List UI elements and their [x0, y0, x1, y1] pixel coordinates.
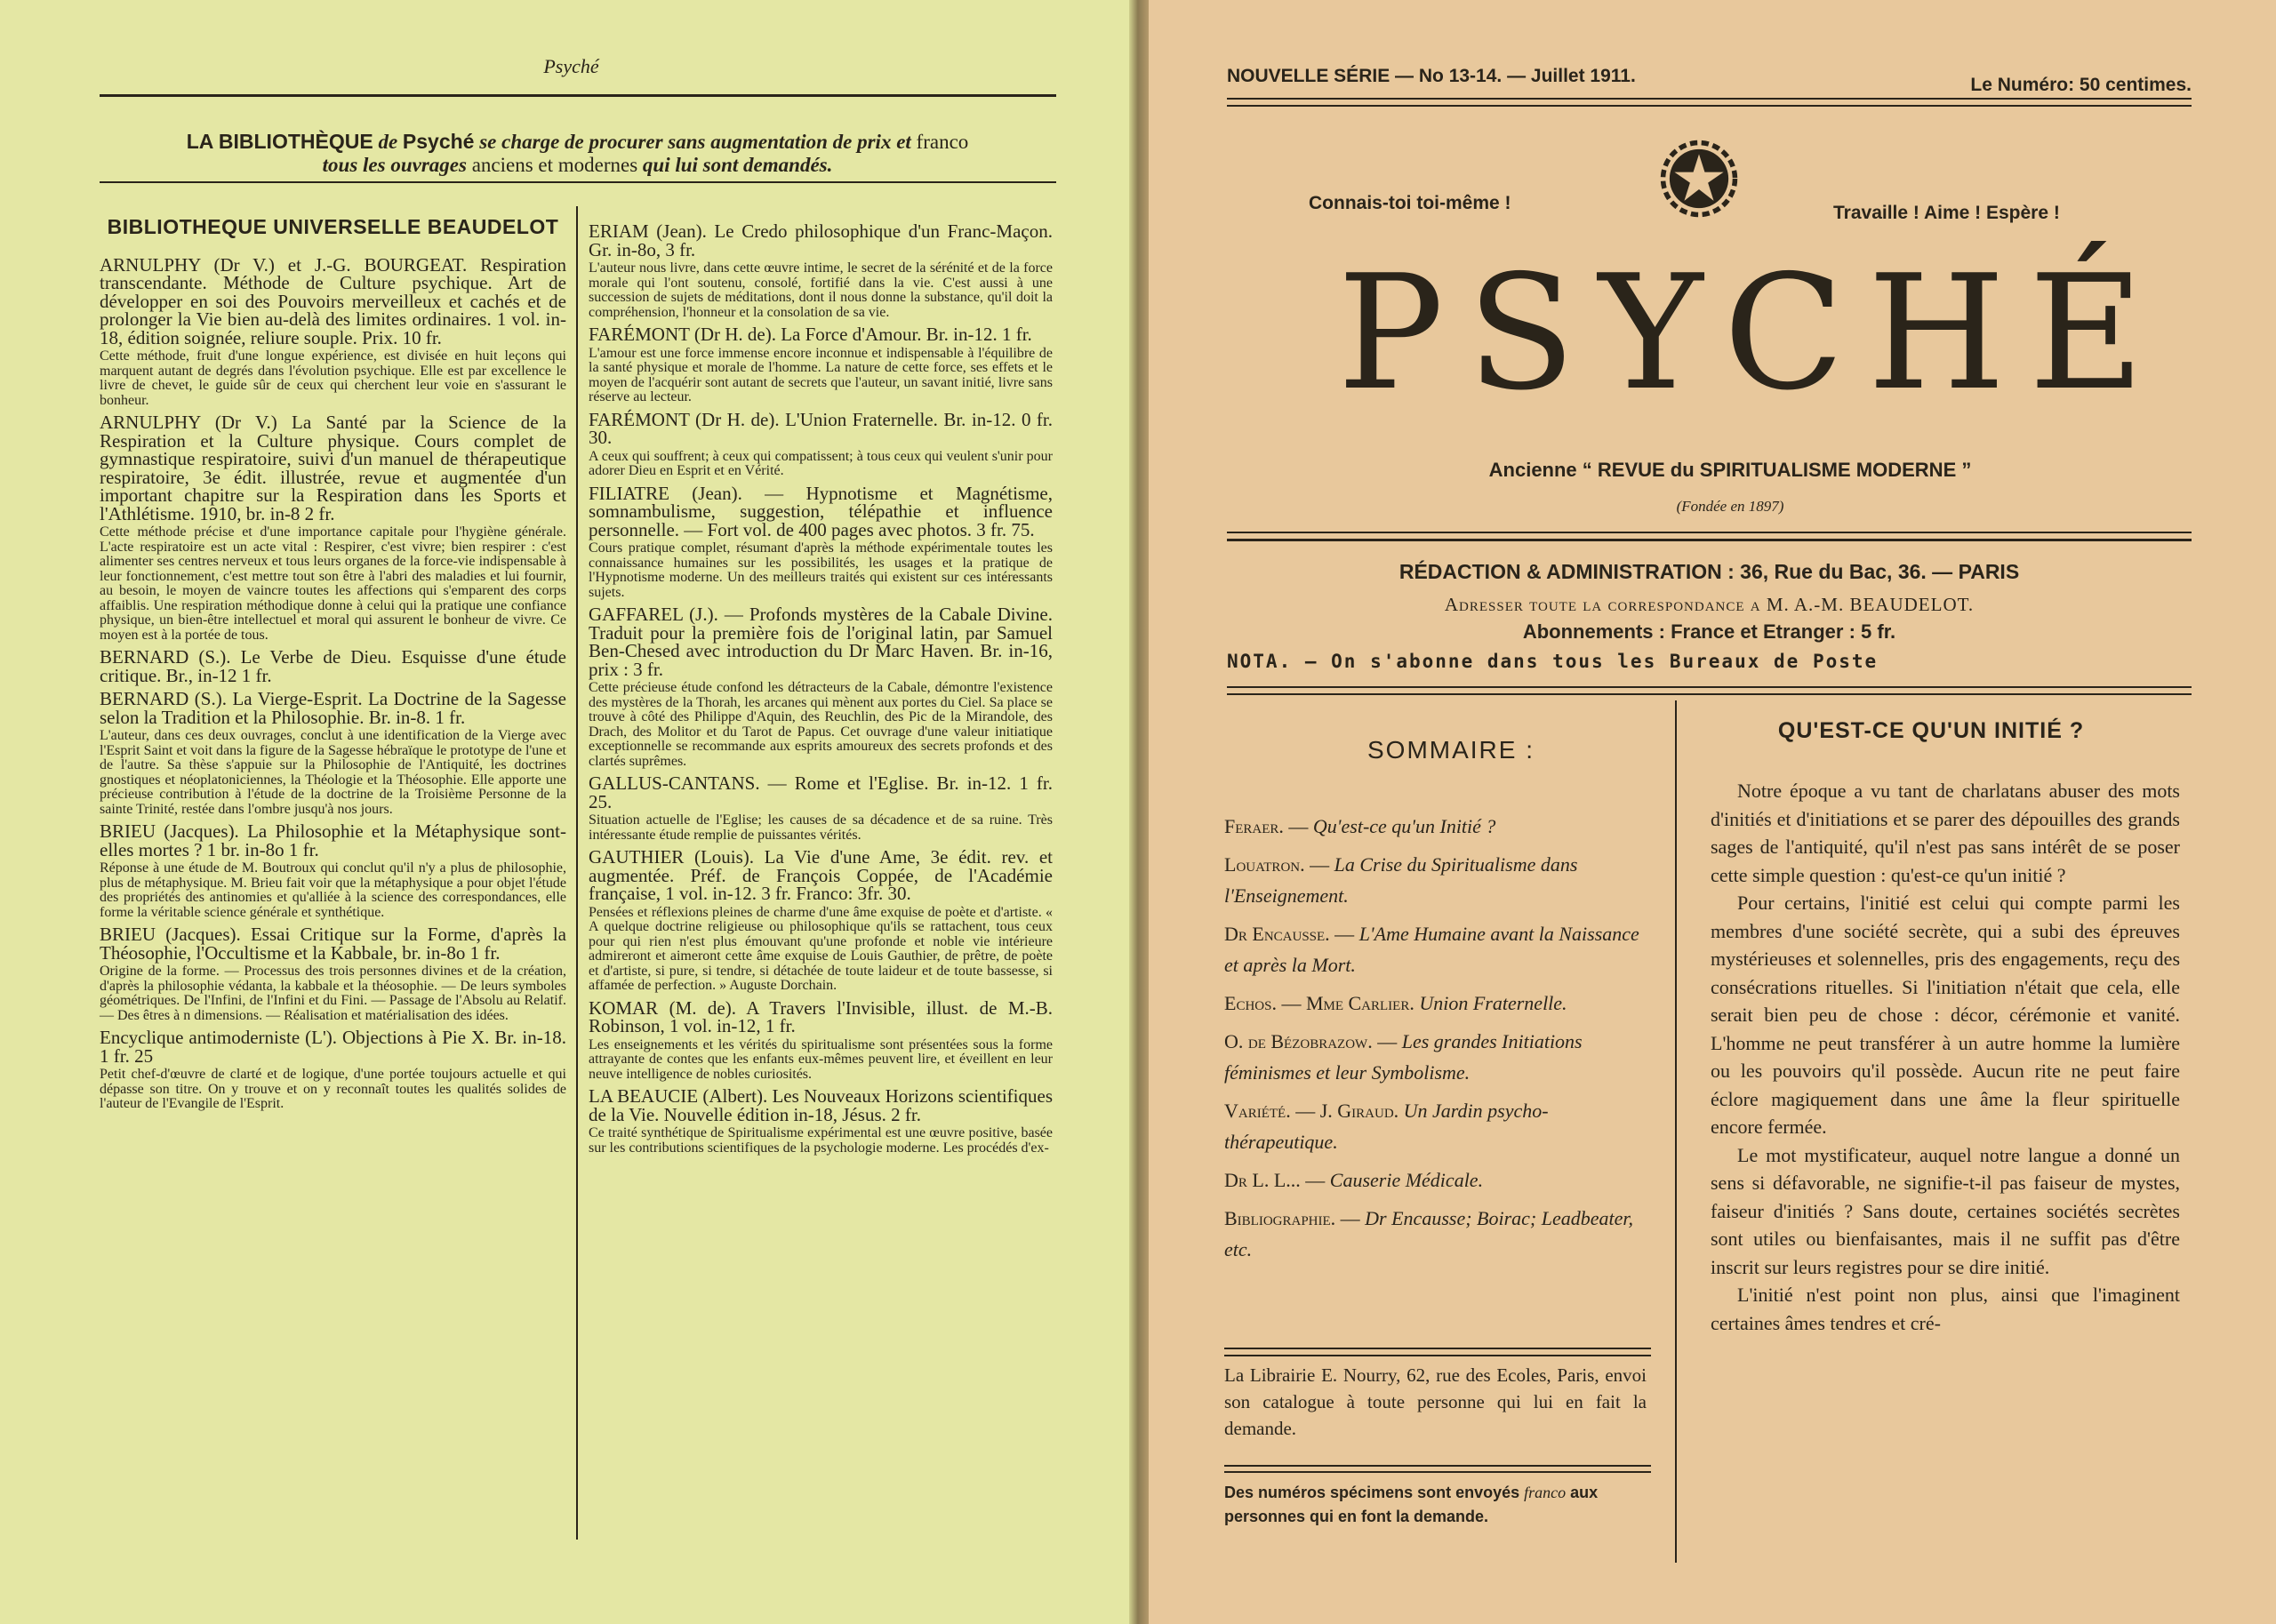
entry-heading: GAFFAREL (J.). — Profonds mystères de la Cabale Divine. Traduit pour la première fois de l'original latin, par Samuel Ben-Chesed avec introduction du Dr Marc Haven. Br. in-16, prix : 3 fr. [589, 604, 1053, 680]
journal-subtitle: Ancienne “ REVUE du SPIRITUALISME MODERNE ” [1488, 459, 1972, 481]
catalog-entry [589, 605, 1053, 769]
library-intro [100, 130, 1055, 177]
sommaire-item [1224, 811, 1651, 842]
entry-heading: BERNARD (S.). La Vierge-Esprit. La Doctrine de la Sagesse selon la Tradition et la Philosophie. Br. in-8. 1 fr. [100, 688, 566, 728]
entry-description: Les enseignements et les vérités du spiritualisme sont présentées sous la forme attrayante de contes que les enfants eux-mêmes peuvent lire, et éveillent en leur neuve intelligence de nobles curiosités. [589, 1036, 1053, 1082]
entry-heading: ERIAM (Jean). Le Credo philosophique d'un Franc-Maçon. Gr. in-8o, 3 fr. [589, 220, 1053, 260]
catalog-entry [100, 648, 566, 684]
catalog-entry [589, 325, 1053, 405]
sommaire-author: Dr L. L... — [1224, 1169, 1326, 1191]
admin-rule [1227, 686, 2192, 688]
motto-right: Travaille ! Aime ! Espère ! [1833, 203, 2060, 223]
journal-title: PSYCHÉ [1337, 241, 2168, 425]
sommaire-title: L'Ame Humaine avant la Naissance et après la Mort. [1224, 923, 1639, 976]
entry-description: Cette précieuse étude confond les détracteurs de la Cabale, démontre l'existence des mystères de la Thorah, les arcanes qui mènent aux portes du Ciel. Sa place se trouve à côté des Philippe d'Aquin, des Reuchlin, des Pic de la Mirandole, des Drach, des Molitor et du Tarot de Papus. Cet ouvrage d'une valeur initiatique exceptionnelle se recommande aux esprits amoureux des secrets profonds et des clartés suprêmes. [589, 680, 1053, 769]
intro-rule [100, 181, 1056, 183]
book-gutter [1129, 0, 1149, 1624]
sommaire-author: Louatron. — [1224, 853, 1330, 876]
catalog-entry [589, 996, 1053, 1083]
intro-part: anciens et modernes [471, 154, 638, 176]
catalog-entry [589, 222, 1053, 320]
entry-heading: BRIEU (Jacques). Essai Critique sur la Forme, d'après la Théosophie, l'Occultisme et la Kabbale, br. in-8o 1 fr. [100, 924, 566, 964]
article-paragraph: L'initié n'est point non plus, ainsi que l'imaginent certaines âmes tendres et cré- [1711, 1284, 2180, 1334]
catalog-entry [589, 408, 1053, 479]
title-rule [1227, 532, 2192, 533]
column-divider [1675, 700, 1677, 1563]
entry-heading: FILIATRE (Jean). — Hypnotisme et Magnétisme, somnambulisme, suggestion, télépathie et influence personnelle. — Fort vol. de 400 pages avec photos. 3 fr. 75. [589, 482, 1053, 540]
sommaire-item [1224, 1095, 1651, 1157]
article-paragraph: Pour certains, l'initié est celui qui compte parmi les membres d'une société secrète, qui a subi des épreuves mystérieuses et solennelles, pris des engagements, reçu des consécrations rituelles. Si l'initiation n'était que cela, elle serait bien peu de chose : décor, cérémonie et vanité. L'homme ne peut transférer à un autre homme la lumière ou les pouvoirs qu'il possède. Aucun rite ne peut faire éclore magiquement dans une âme la fleur spirituelle encore fermée. [1711, 892, 2180, 1138]
entry-heading: BERNARD (S.). Le Verbe de Dieu. Esquisse d'une étude critique. Br., in-12 1 fr. [100, 646, 566, 686]
sommaire-author: Echos. — Mme Carlier. [1224, 992, 1414, 1014]
article-title: QU'EST-CE QU'UN INITIÉ ? [1777, 718, 2085, 743]
entry-heading: Encyclique antimoderniste (L'). Objections à Pie X. Br. in-18. 1 fr. 25 [100, 1027, 566, 1067]
catalog-entry [589, 1087, 1053, 1156]
header-rule [100, 94, 1056, 97]
entry-heading: LA BEAUCIE (Albert). Les Nouveaux Horizons scientifiques de la Vie. Nouvelle édition in-18, Jésus. 2 fr. [589, 1085, 1053, 1125]
entry-description: Réponse à une étude de M. Boutroux qui conclut qu'il n'y a plus de philosophie, plus de métaphysique. M. Brieu fait voir que la métaphysique a pour objet l'étude des propriétés des antinomies et qu'alliée à la science des correspondances, elle forme la véritable science générale et synthétique. [100, 860, 566, 920]
entry-description: L'auteur, dans ces deux ouvrages, conclut à une identification de la Vierge avec l'Esprit Saint et voit dans la figure de la Sagesse hébraïque le prototype de l'une et de l'autre. Sa thèse s'appuie sur la Philosophie de l'Antiquité, les doctrines gnostiques et néoplatoniciennes, la Théologie et la Théosophie. Elle apporte une précieuse contribution à l'étude de la doctrine de la Troisième Personne de la sainte Trinité, restée dans l'ombre jusqu'à nos jours. [100, 728, 566, 817]
founded-note: (Fondée en 1897) [1676, 498, 1784, 515]
entry-description: L'amour est une force immense encore inconnue et indispensable à l'équilibre de la santé physique et morale de l'homme. La nature de cette force, ses effets et le moyen de l'acquérir sont autant de secrets que l'auteur, un savant initié, livre sans réserve au lecteur. [589, 345, 1053, 404]
admin-subscription: Abonnements : France et Etranger : 5 fr. [1522, 620, 1896, 643]
article-body [1711, 777, 2180, 1337]
entry-description: Cette méthode, fruit d'une longue expérience, est divisée en huit leçons qui marquent autant de degrés dans l'évolution psychique. Elle est par excellence le livre de chevet, le guide sûr de ceux qui cherchent leur voie en s'assurant le bonheur. [100, 348, 566, 408]
right-page [1149, 0, 2276, 1624]
admin-correspondence: Adresser toute la correspondance a M. A.-M. BEAUDELOT. [1444, 594, 1975, 615]
sommaire-title: La Crise du Spiritualisme dans l'Enseignement. [1224, 853, 1578, 907]
librairie-rule [1224, 1471, 1651, 1473]
entry-description: A ceux qui souffrent; à ceux qui compatissent; à tous ceux qui veulent s'unir pour adorer Dieu en Esprit et en Vérité. [589, 448, 1053, 478]
masthead-rule [1227, 98, 2192, 100]
sommaire-author: Bibliographie. — [1224, 1207, 1360, 1229]
entry-heading: KOMAR (M. de). A Travers l'Invisible, illust. de M.-B. Robinson, 1 vol. in-12, 1 fr. [589, 996, 1053, 1036]
sommaire-item [1224, 918, 1651, 980]
article-paragraph: Le mot mystificateur, auquel notre langue a donné un sens si défavorable, ne signifie-t-il pas faiseur de mystes, faiseur d'initiés ? Sans doute, certaines sociétés secrètes sont utiles ou bienfaisantes, mais il ne suffit pas d'être inscrit sur leurs registres pour se dire initié. [1711, 1143, 2180, 1278]
sommaire-author: O. de Bézobrazow. — [1224, 1030, 1398, 1052]
entry-heading: ARNULPHY (Dr V.) et J.-G. BOURGEAT. Respiration transcendante. Méthode de Culture psychique. Art de développer en soi des Pouvoirs merveilleux et cachés et de prolonger la Vie bien au-delà des limites ordinaires. 1 vol. in-18, édition soignée, reliure souple. Prix. 10 fr. [100, 253, 566, 348]
catalog-entry [100, 253, 566, 409]
intro-part: tous les ouvrages [322, 154, 467, 176]
sommaire-title: Union Fraternelle. [1419, 992, 1567, 1014]
entry-heading: FARÉMONT (Dr H. de). L'Union Fraternelle. Br. in-12. 0 fr. 30. [589, 408, 1053, 448]
column-divider [576, 206, 578, 1540]
entry-heading: GAUTHIER (Louis). La Vie d'une Ame, 3e édit. rev. et augmentée. Préf. de François Coppée, de l'Académie française, 1 vol. in-12. 3 fr. Franco: 3fr. 30. [589, 846, 1053, 904]
sommaire-title: Un Jardin psycho-thérapeutique. [1224, 1100, 1549, 1153]
motto-left: Connais-toi toi-même ! [1309, 193, 1511, 213]
catalog-entry [589, 484, 1053, 601]
sommaire-item [1224, 1026, 1651, 1088]
catalog-entry [589, 774, 1053, 843]
catalog-entry [100, 690, 566, 817]
sommaire-rule [1224, 1348, 1651, 1349]
catalog-entry [589, 848, 1053, 994]
catalog-column-a [100, 213, 566, 1117]
sommaire-author: Variété. — J. Giraud. [1224, 1100, 1399, 1122]
intro-part: LA BIBLIOTHÈQUE [186, 130, 373, 153]
sommaire-heading: SOMMAIRE : [1367, 736, 1535, 764]
sommaire-rule [1224, 1355, 1651, 1356]
intro-part: franco [916, 131, 969, 153]
sommaire-title: Dr Encausse; Boirac; Leadbeater, etc. [1224, 1207, 1634, 1260]
masthead [1227, 66, 2192, 95]
admin-rule [1227, 693, 2192, 695]
entry-description: Origine de la forme. — Processus des trois personnes divines et de la création, d'après la philosophie védanta, la kabbale et la théosophie. — De leurs symboles géométriques. De l'Infini, de l'Infini et du Fini. — Passage de l'Absolu au Relatif. — Des êtres à n dimensions. — Réalisation et matérialisation des idées. [100, 964, 566, 1023]
intro-part: se charge de procurer sans augmentation de prix et [479, 131, 911, 153]
entry-heading: BRIEU (Jacques). La Philosophie et la Métaphysique sont-elles mortes ? 1 br. in-8o 1 fr. [100, 820, 566, 860]
masthead-rule [1227, 105, 2192, 107]
entry-description: Cours pratique complet, résumant d'après la méthode expérimentale toutes les connaissance humaines sur les possibilités, les usages et la pratique de l'Hypnotisme moderne. Un des meilleurs traités qui existent sur ces intéressants sujets. [589, 540, 1053, 600]
star-emblem-icon [1658, 138, 1740, 220]
librairie-notice: La Librairie E. Nourry, 62, rue des Ecoles, Paris, envoi son catalogue à toute personne qui lui en fait la demande. [1224, 1364, 1647, 1439]
catalog-entry [100, 413, 566, 643]
catalog-entry [100, 925, 566, 1023]
entry-description: Cette méthode précise et d'une importance capitale pour l'hygiène générale. L'acte respiratoire est un acte vital : Respirer, c'est vivre; bien respirer : c'est alimenter ses centres nerveux et tous leurs organes de la force-vie indispensable à leur fonctionnement, c'est mettre tout son être à l'abri des maladies et lui fournir, au besoin, le moyen de vaincre toutes les affections qui s'emparent des corps affaiblis. Une respiration méthodique donne à celui qui la pratique une confiance physique, un bien-être intellectuel et moral qui assurent le bonheur de vivre. Ce moyen est à la portée de tous. [100, 524, 566, 643]
entry-heading: ARNULPHY (Dr V.) La Santé par la Science de la Respiration et la Culture physique. Cours complet de gymnastique respiratoire, suivi d'un manuel de thérapeutique respiratoire, 3e édit. illustrée, revue et augmentée d'un important chapitre sur la Respiration dans les Sports et l'Athlétisme. 1910, br. in-8 2 fr. [100, 412, 566, 524]
article-paragraph: Notre époque a vu tant de charlatans abuser des mots d'initiés et d'initiations et se parer des dépouilles des grands sages de l'antiquité, qu'il n'est pas sans intérêt de se poser cette simple question : qu'est-ce qu'un initié ? [1711, 780, 2180, 886]
price-info: Le Numéro: 50 centimes. [1970, 75, 2192, 95]
admin-nota: NOTA. — On s'abonne dans tous les Bureaux de Poste [1227, 651, 1879, 672]
sommaire-item [1224, 988, 1651, 1019]
catalog-column-b [589, 222, 1053, 1161]
intro-part: Psyché [402, 130, 475, 153]
specimen-notice [1224, 1481, 1651, 1529]
entry-description: Situation actuelle de l'Eglise; les causes de sa décadence et de sa ruine. Très intéressante étude remplie de puissantes vérités. [589, 812, 1053, 843]
sommaire-item [1224, 1164, 1651, 1196]
entry-heading: GALLUS-CANTANS. — Rome et l'Eglise. Br. in-12. 1 fr. 25. [589, 772, 1053, 812]
entry-heading: FARÉMONT (Dr H. de). La Force d'Amour. Br. in-12. 1 fr. [589, 324, 1032, 345]
sommaire-item [1224, 849, 1651, 911]
specimen-part: aux personnes qui en font la demande. [1224, 1484, 1599, 1525]
sommaire-item [1224, 1203, 1651, 1265]
sommaire-title: Les grandes Initiations féminismes et leur Symbolisme. [1224, 1030, 1583, 1084]
catalog-entry [100, 1028, 566, 1112]
sommaire-author: Dr Encausse. — [1224, 923, 1355, 945]
sommaire-author: Feraer. — [1224, 815, 1309, 837]
specimen-part: franco [1524, 1484, 1567, 1501]
entry-description: Ce traité synthétique de Spiritualisme expérimental est une œuvre positive, basée sur les contributions scientifiques de la psychologie moderne. Les procédés d'ex- [589, 1125, 1053, 1156]
specimen-part: Des numéros spécimens sont envoyés [1224, 1484, 1520, 1501]
admin-address: RÉDACTION & ADMINISTRATION : 36, Rue du Bac, 36. — PARIS [1398, 560, 2020, 583]
issue-info: NOUVELLE SÉRIE — No 13-14. — Juillet 1911. [1227, 66, 1636, 86]
librairie-rule [1224, 1465, 1651, 1467]
sommaire-title: Causerie Médicale. [1329, 1169, 1484, 1191]
catalog-entry [100, 822, 566, 920]
entry-description: Petit chef-d'œuvre de clarté et de logique, d'une portée toujours actuelle et qui dépasse son titre. On y trouve et on y reconnaît toutes les qualités solides de l'auteur de l'Evangile de l'Esprit. [100, 1067, 566, 1111]
entry-description: Pensées et réflexions pleines de charme d'une âme exquise de poète et d'artiste. « A quelque doctrine religieuse ou philosophique qu'ils se rattachent, tous ceux pour qui rien n'est plus émouvant qu'une profonde et noble vie intérieure admireront et aimeront cette âme exquise de Louis Gauthier, de prêtre, de poète et d'artiste, si pure, si tendre, si détachée de toute laideur et de toute bassesse, si affamée de perfection. » Auguste Dorchain. [589, 904, 1053, 993]
sommaire-title: Qu'est-ce qu'un Initié ? [1312, 815, 1496, 837]
entry-description: L'auteur nous livre, dans cette œuvre intime, le secret de la sérénité et de la force morale qui l'ont soutenu, consolé, fortifié dans la vie. C'est aussi à une succession de sujets de méditations, dont il nous donne la substance, qu'il doit la compréhension, l'honneur et la consolation de sa vie. [589, 260, 1053, 320]
intro-part: qui lui sont demandés. [642, 154, 833, 176]
section-title: BIBLIOTHEQUE UNIVERSELLE BEAUDELOT [107, 215, 559, 238]
intro-part: de [378, 131, 398, 153]
sommaire-list [1224, 811, 1651, 1272]
running-head: Psyché [543, 55, 599, 77]
title-rule [1227, 539, 2192, 541]
